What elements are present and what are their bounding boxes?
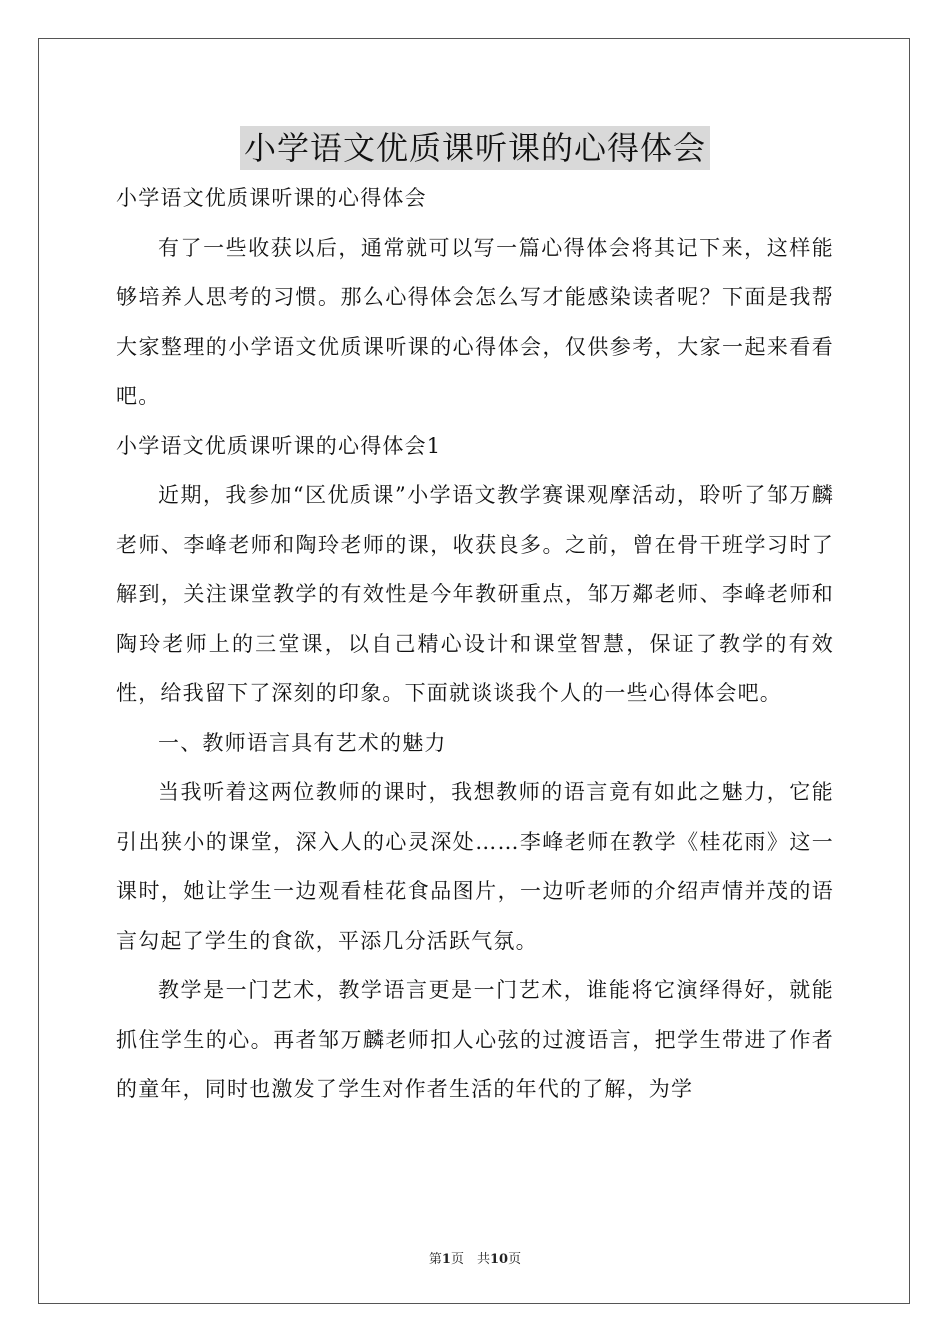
current-page-number: 1 bbox=[441, 1252, 451, 1267]
paragraph: 近期，我参加“区优质课”小学语文教学赛课观摩活动，聆听了邹万麟老师、李峰老师和陶玲老师的课，收获良多。之前，曾在骨干班学习时了解到，关注课堂教学的有效性是今年教研重点，邹万鄰老师、李峰老师和陶玲老师上的三堂课，以自己精心设计和课堂智慧，保证了教学的有效性，给我留下了深刻的印象。下面就谈谈我个人的一些心得体会吧。 bbox=[116, 483, 834, 705]
title-wrap bbox=[0, 126, 950, 170]
page-footer bbox=[0, 1248, 950, 1267]
paragraph: 当我听着这两位教师的课时，我想教师的语言竟有如此之魅力，它能引出狭小的课堂，深入人的心灵深处……李峰老师在教学《桂花雨》这一课时，她让学生一边观看桂花食品图片，一边听老师的介绍声情并茂的语言勾起了学生的食欲，平添几分活跃气氛。 bbox=[116, 780, 834, 953]
section-heading: 小学语文优质课听课的心得体会1 bbox=[116, 433, 442, 458]
total-page-count: 10 bbox=[489, 1252, 509, 1267]
footer-prefix: 第 bbox=[428, 1252, 442, 1267]
document-body bbox=[116, 174, 834, 1115]
subsection-heading: 一、教师语言具有艺术的魅力 bbox=[158, 730, 447, 755]
document-title: 小学语文优质课听课的心得体会 bbox=[240, 126, 710, 170]
paragraph: 小学语文优质课听课的心得体会 bbox=[116, 186, 427, 210]
paragraph: 有了一些收获以后，通常就可以写一篇心得体会将其记下来，这样能够培养人思考的习惯。那么心得体会怎么写才能感染读者呢？下面是我帮大家整理的小学语文优质课听课的心得体会，仅供参考，大家一起来看看吧。 bbox=[116, 235, 834, 408]
footer-suffix: 页 bbox=[508, 1252, 522, 1267]
footer-mid: 页 共 bbox=[450, 1252, 490, 1267]
paragraph: 教学是一门艺术，教学语言更是一门艺术，谁能将它演绎得好，就能抓住学生的心。再者邹万麟老师扣人心弦的过渡语言，把学生带进了作者的童年，同时也激发了学生对作者生活的年代的了解，为学 bbox=[116, 978, 834, 1101]
